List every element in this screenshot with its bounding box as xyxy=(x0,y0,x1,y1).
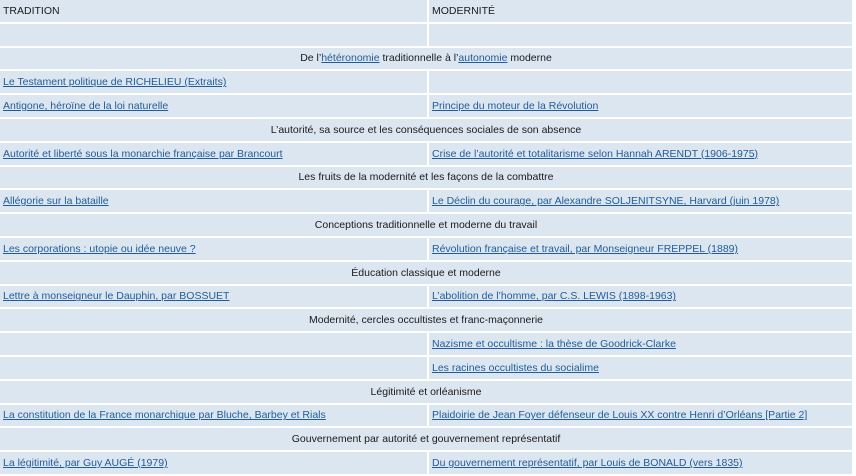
section-text: Légitimité et orléanisme xyxy=(370,385,482,398)
article-row xyxy=(0,71,852,93)
tradition-cell xyxy=(0,71,427,93)
modernite-cell xyxy=(429,286,852,308)
section-title xyxy=(0,214,852,236)
article-row xyxy=(0,95,852,117)
section-title xyxy=(0,428,852,450)
section-text: Éducation classique et moderne xyxy=(351,266,501,279)
modernite-cell xyxy=(429,95,852,117)
section-term-link[interactable]: hétéronomie xyxy=(321,52,380,65)
tradition-cell xyxy=(0,95,427,117)
tradition-cell xyxy=(0,357,427,379)
header-tradition: TRADITION xyxy=(0,0,427,22)
empty-cell xyxy=(0,24,427,46)
tradition-article-link[interactable]: Antigone, héroïne de la loi naturelle xyxy=(3,100,169,113)
tradition-article-link[interactable]: La légitimité, par Guy AUGÉ (1979) xyxy=(3,457,168,470)
modernite-cell xyxy=(429,190,852,212)
modernite-article-link[interactable]: Le Déclin du courage, par Alexandre SOLJENITSYNE, Harvard (juin 1978) xyxy=(432,195,780,208)
tradition-article-link[interactable]: La constitution de la France monarchique par Bluche, Barbey et Rials xyxy=(3,409,326,422)
modernite-cell xyxy=(429,452,852,474)
section-text: L’autorité, sa source et les conséquences sociales de son absence xyxy=(270,123,582,136)
tradition-cell xyxy=(0,238,427,260)
section-title xyxy=(0,119,852,141)
section-title xyxy=(0,309,852,331)
empty-cell xyxy=(429,24,852,46)
modernite-article-link[interactable]: Révolution française et travail, par Monseigneur FREPPEL (1889) xyxy=(432,242,739,255)
article-row xyxy=(0,143,852,165)
tradition-article-link[interactable]: Autorité et liberté sous la monarchie française par Brancourt xyxy=(3,147,283,160)
section-row xyxy=(0,309,852,331)
section-row xyxy=(0,262,852,284)
tradition-cell xyxy=(0,190,427,212)
tradition-article-link[interactable]: Allégorie sur la bataille xyxy=(3,195,109,208)
section-term-link[interactable]: autonomie xyxy=(458,52,508,65)
article-row xyxy=(0,190,852,212)
modernite-cell xyxy=(429,405,852,427)
modernite-cell xyxy=(429,333,852,355)
tradition-cell xyxy=(0,333,427,355)
modernite-cell xyxy=(429,71,852,93)
section-title xyxy=(0,262,852,284)
article-row xyxy=(0,357,852,379)
section-text: Conceptions traditionnelle et moderne du travail xyxy=(314,219,538,232)
section-row xyxy=(0,428,852,450)
section-title xyxy=(0,48,852,70)
modernite-cell xyxy=(429,238,852,260)
section-row xyxy=(0,214,852,236)
section-text: Les fruits de la modernité et les façons de la combattre xyxy=(298,171,554,184)
section-row xyxy=(0,381,852,403)
header-row xyxy=(0,0,852,22)
section-row xyxy=(0,48,852,70)
tradition-article-link[interactable]: Lettre à monseigneur le Dauphin, par BOSSUET xyxy=(3,290,230,303)
modernite-article-link[interactable]: Principe du moteur de la Révolution xyxy=(432,100,599,113)
section-text: De l’ xyxy=(300,52,322,65)
blank-row xyxy=(0,24,852,46)
tradition-cell xyxy=(0,452,427,474)
section-text: traditionnelle à l’ xyxy=(379,52,459,65)
section-title xyxy=(0,381,852,403)
modernite-article-link[interactable]: Plaidoirie de Jean Foyer défenseur de Louis XX contre Henri d’Orléans [Partie 2] xyxy=(432,409,808,422)
section-row xyxy=(0,119,852,141)
section-text: moderne xyxy=(507,52,552,65)
tradition-article-link[interactable]: Les corporations : utopie ou idée neuve ? xyxy=(3,242,196,255)
modernite-article-link[interactable]: Les racines occultistes du socialime xyxy=(432,361,599,374)
article-row xyxy=(0,405,852,427)
tradition-cell xyxy=(0,286,427,308)
modernite-cell xyxy=(429,143,852,165)
tradition-cell xyxy=(0,143,427,165)
article-row xyxy=(0,333,852,355)
article-row xyxy=(0,452,852,474)
article-row xyxy=(0,286,852,308)
section-title xyxy=(0,167,852,189)
modernite-article-link[interactable]: Nazisme et occultisme : la thèse de Goodrick-Clarke xyxy=(432,338,676,351)
modernite-article-link[interactable]: Du gouvernement représentatif, par Louis de BONALD (vers 1835) xyxy=(432,457,743,470)
article-row xyxy=(0,238,852,260)
tradition-cell xyxy=(0,405,427,427)
modernite-article-link[interactable]: Crise de l’autorité et totalitarisme selon Hannah ARENDT (1906-1975) xyxy=(432,147,759,160)
modernite-article-link[interactable]: L’abolition de l’homme, par C.S. LEWIS (1898-1963) xyxy=(432,290,676,303)
header-modernite: MODERNITÉ xyxy=(429,0,852,22)
tradition-article-link[interactable]: Le Testament politique de RICHELIEU (Extraits) xyxy=(3,76,227,89)
section-text: Gouvernement par autorité et gouvernement représentatif xyxy=(291,433,561,446)
section-row xyxy=(0,167,852,189)
section-text: Modernité, cercles occultistes et franc-maçonnerie xyxy=(308,314,543,327)
modernite-cell xyxy=(429,357,852,379)
